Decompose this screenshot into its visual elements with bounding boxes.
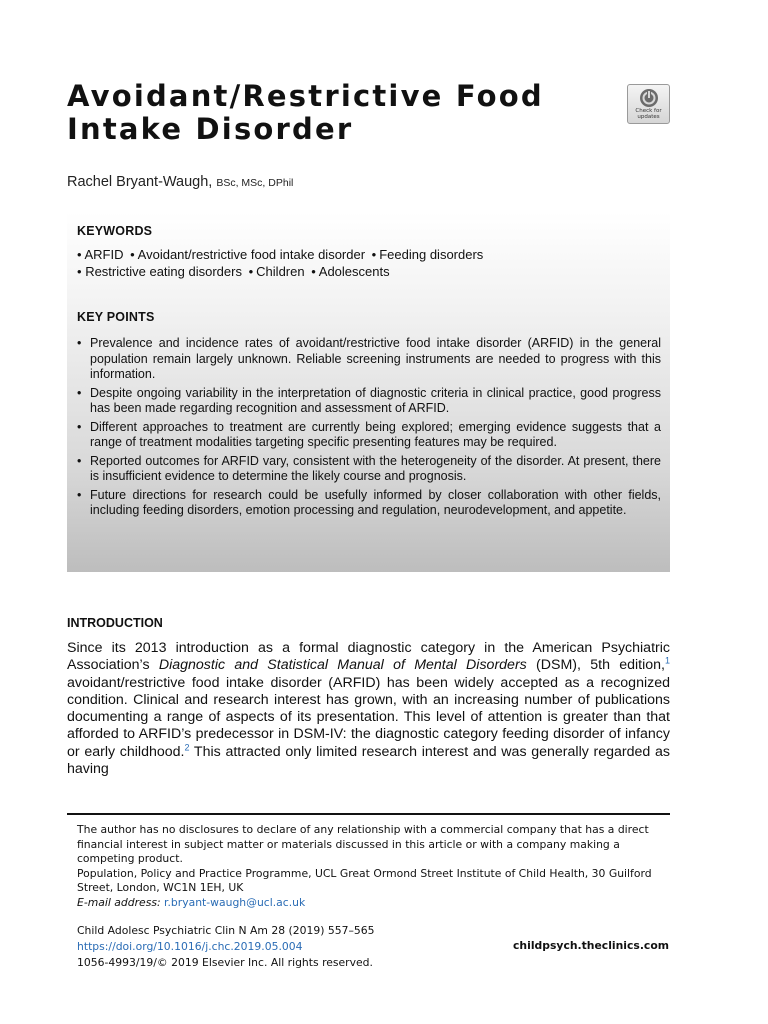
doi-link[interactable]: https://doi.org/10.1016/j.chc.2019.05.004 [77,940,303,953]
keywords-line-2 [77,263,390,280]
keyword[interactable]: ARFID [84,247,124,262]
intro-text-3: This attracted only limited research interest and was generally regarded as having [67,743,671,778]
keywords-line-1 [77,246,483,263]
title-line-2: Intake Disorder [67,112,354,146]
keywords-keypoints-box [67,212,670,572]
article-title [67,80,607,146]
key-points-heading: KEY POINTS [77,310,155,324]
key-point: • Despite ongoing variability in the interpretation of diagnostic criteria in clinical practice, good progress has been made regarding recognition and assessment of ARFID. [77,386,661,417]
key-point: • Future directions for research could be usefully informed by closer collaboration with other fields, including feeding disorders, emotion processing and regulation, neurodevelopment, and appetite. [77,488,661,519]
footnote-block [77,823,667,910]
keyword[interactable]: Restrictive eating disorders [85,264,242,279]
intro-dsm-title: Diagnostic and Statistical Manual of Mental Disorders [158,657,527,674]
title-line-1: Avoidant/Restrictive Food [67,79,544,113]
key-points-list [77,336,661,522]
author-credentials: BSc, MSc, DPhil [216,177,294,189]
journal-website[interactable]: childpsych.theclinics.com [513,939,669,952]
email-label: E-mail address: [77,895,161,909]
author-line [67,174,293,190]
keyword-bullet: • [371,247,377,262]
keyword-bullet: • [311,264,316,279]
badge-text-2: updates [637,114,660,120]
affiliation-text: Population, Policy and Practice Programme, UCL Great Ormond Street Institute of Child Health, 30 Guilford Street, London, WC1N 1EH, UK [77,866,652,894]
keyword[interactable]: Adolescents [318,264,390,279]
keyword-bullet: • [77,247,82,262]
introduction-paragraph [67,640,670,778]
reference-link-2[interactable]: 2 [184,742,190,753]
keyword[interactable]: Avoidant/restrictive food intake disorder [137,247,366,262]
intro-text-1: Since its 2013 introduction as a formal diagnostic category in the American Psychiatric Association’s [67,640,670,674]
keyword-bullet: • [77,264,82,279]
key-point: • Prevalence and incidence rates of avoidant/restrictive food intake disorder (ARFID) in the general population remain largely unknown. Reliable screening instruments are needed to progress with this information. [77,336,661,383]
check-for-updates-badge[interactable] [627,84,670,124]
citation-block [77,923,375,971]
keyword-bullet: • [248,264,254,279]
keyword-bullet: • [130,247,135,262]
intro-text-1b: (DSM), 5th edition, [526,657,665,674]
keywords-heading: KEYWORDS [77,224,153,238]
journal-citation: Child Adolesc Psychiatric Clin N Am 28 (2019) 557–565 [77,924,375,937]
introduction-heading: INTRODUCTION [67,616,163,630]
keyword[interactable]: Feeding disorders [379,247,484,262]
email-link[interactable]: r.bryant-waugh@ucl.ac.uk [164,895,306,909]
badge-text-1: Check for [635,108,662,114]
copyright-text: 1056-4993/19/© 2019 Elsevier Inc. All rights reserved. [77,956,373,969]
check-for-updates-icon [639,88,659,108]
key-point: • Reported outcomes for ARFID vary, consistent with the heterogeneity of the disorder. At present, there is insufficient evidence to determine the likely course and prognosis. [77,454,661,485]
email-line [77,896,667,911]
intro-text-2: avoidant/restrictive food intake disorder (ARFID) has been widely accepted as a recognized condition. Clinical and research interest has grown, with an increasing number of publications documenting a range of aspects of its presentation. This level of attention is greater than that afforded to ARFID’s predecessor in DSM-IV: the diagnostic category feeding disorder of infancy or early childhood. [67,674,670,760]
reference-link-1[interactable]: 1 [664,655,670,666]
keyword[interactable]: Children [256,264,305,279]
footnote-divider [67,813,670,815]
author-name: Rachel Bryant-Waugh, [67,174,213,190]
key-point: • Different approaches to treatment are currently being explored; emerging evidence suggests that a range of treatment modalities targeting specific presenting features may be required. [77,420,661,451]
disclosure-text: The author has no disclosures to declare of any relationship with a commercial company that has a direct financial interest in subject matter or materials discussed in this article or with a company making a competing product. [77,823,649,865]
